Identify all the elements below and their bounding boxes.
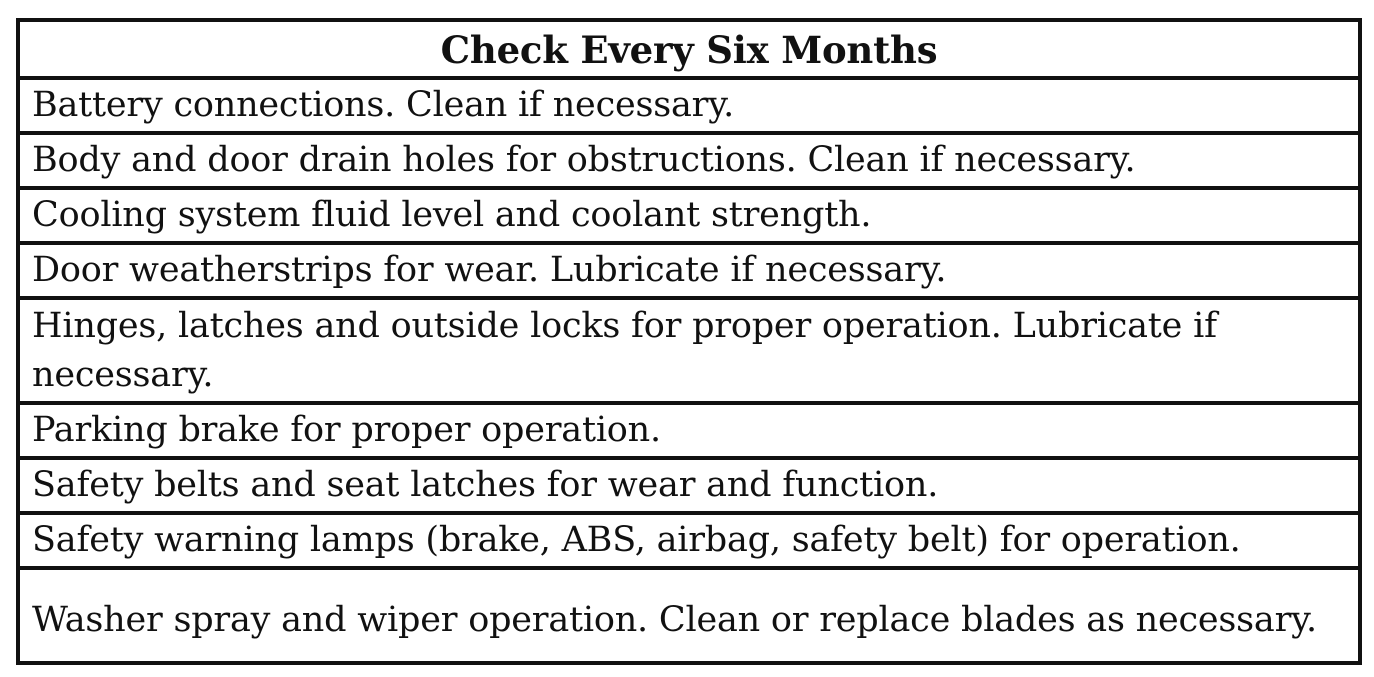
table-cell-washer: Washer spray and wiper operation. Clean or replace blades as necessary. [20, 568, 1358, 671]
table-cell-parking-brake: Parking brake for proper operation. [20, 403, 1358, 458]
table-row [20, 243, 1358, 298]
table-row [20, 298, 1358, 403]
table-cell-hinges: Hinges, latches and outside locks for proper operation. Lubricate if necessary. [20, 298, 1358, 403]
table-cell-weatherstrips: Door weatherstrips for wear. Lubricate if necessary. [20, 243, 1358, 298]
table-row [20, 403, 1358, 458]
table-row [20, 133, 1358, 188]
maintenance-table-grid [20, 22, 1358, 671]
table-cell-battery: Battery connections. Clean if necessary. [20, 78, 1358, 133]
table-row [20, 188, 1358, 243]
table-row [20, 78, 1358, 133]
maintenance-table [16, 18, 1362, 665]
table-cell-cooling: Cooling system fluid level and coolant strength. [20, 188, 1358, 243]
table-header-row [20, 22, 1358, 78]
table-title: Check Every Six Months [440, 27, 938, 72]
table-cell-safety-belts: Safety belts and seat latches for wear and function. [20, 458, 1358, 513]
table-row [20, 513, 1358, 568]
table-cell-warning-lamps: Safety warning lamps (brake, ABS, airbag, safety belt) for operation. [20, 513, 1358, 568]
table-cell-drain-holes: Body and door drain holes for obstructions. Clean if necessary. [20, 133, 1358, 188]
table-row [20, 568, 1358, 671]
table-row [20, 458, 1358, 513]
